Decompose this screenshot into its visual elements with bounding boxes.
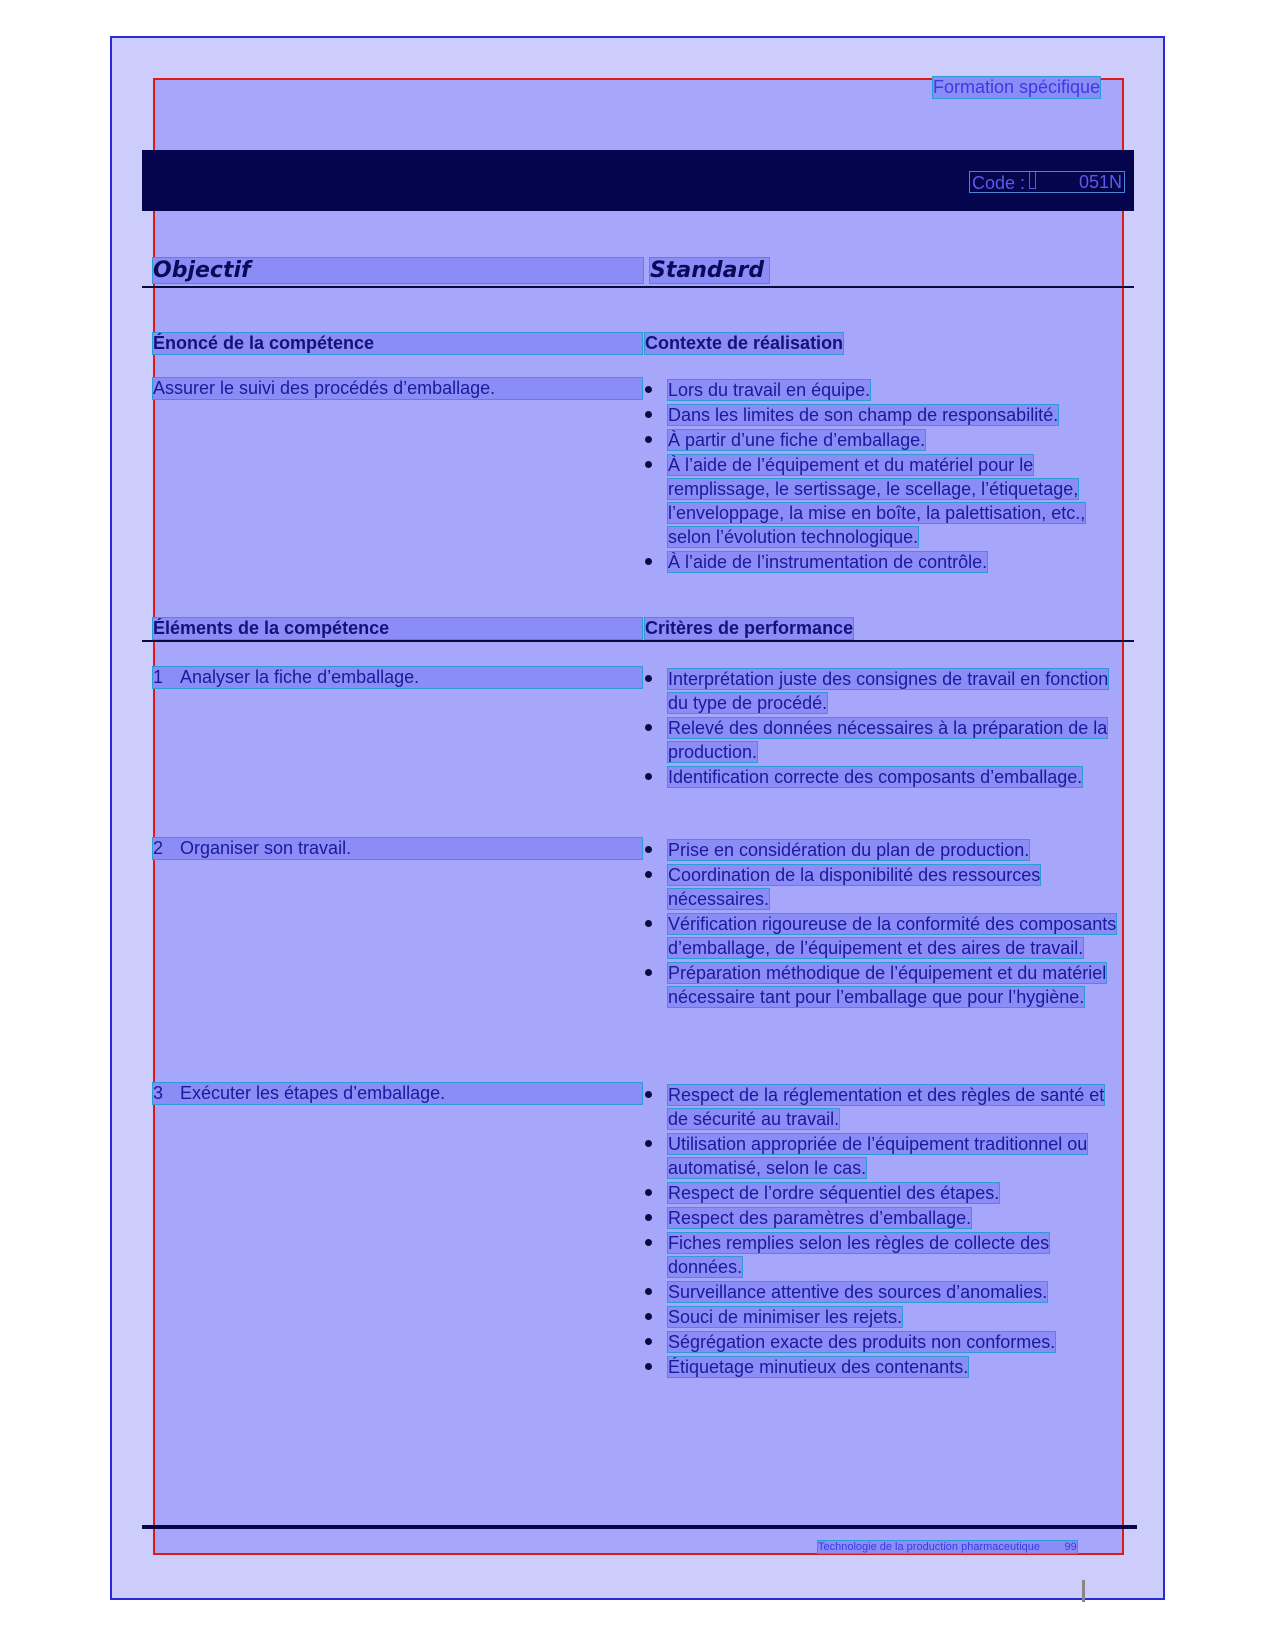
bullet-icon xyxy=(645,436,652,443)
element-number: 2 xyxy=(153,838,164,858)
elements-heading: Éléments de la compétence xyxy=(153,618,642,639)
element-2 xyxy=(153,838,642,859)
page-number: 99 xyxy=(1064,1541,1077,1553)
bullet-icon xyxy=(645,386,652,393)
section-label: Formation spécifique xyxy=(933,77,1101,97)
bullet-icon xyxy=(645,1091,652,1098)
context-list xyxy=(645,378,1120,575)
list-item: Étiquetage minutieux des contenants. xyxy=(645,1355,1120,1379)
code-field xyxy=(970,172,1124,192)
list-item: Lors du travail en équipe. xyxy=(645,378,1120,402)
bullet-icon xyxy=(645,846,652,853)
element-label: Organiser son travail. xyxy=(180,838,352,858)
standard-heading: Standard xyxy=(650,258,769,283)
code-separator-icon xyxy=(1029,171,1036,189)
bullet-icon xyxy=(645,411,652,418)
elements-rule xyxy=(142,640,1134,642)
code-label: Code : xyxy=(972,172,1026,193)
bullet-icon xyxy=(645,1338,652,1345)
code-value: 051N xyxy=(1078,171,1122,192)
bullet-icon xyxy=(645,675,652,682)
list-item: À l’aide de l’équipement et du matériel pour le remplissage, le sertissage, le scellage, l’étiquetage, l’enveloppage, la mise en boîte, la palettisation, etc., selon l’évolution technologique. xyxy=(645,453,1120,549)
list-item: Coordination de la disponibilité des ressources nécessaires. xyxy=(645,863,1120,911)
element-1 xyxy=(153,667,642,688)
footer xyxy=(818,1541,1077,1553)
statement-heading: Énoncé de la compétence xyxy=(153,333,642,354)
list-item: Utilisation appropriée de l’équipement traditionnel ou automatisé, selon le cas. xyxy=(645,1132,1120,1180)
list-item: Identification correcte des composants d’emballage. xyxy=(645,765,1120,789)
bullet-icon xyxy=(645,724,652,731)
list-item: Souci de minimiser les rejets. xyxy=(645,1305,1120,1329)
list-item: À partir d’une fiche d’emballage. xyxy=(645,428,1120,452)
criteria-list-2 xyxy=(645,838,1120,1010)
bullet-icon xyxy=(645,1189,652,1196)
list-item: Respect des paramètres d’emballage. xyxy=(645,1206,1120,1230)
list-item: Interprétation juste des consignes de travail en fonction du type de procédé. xyxy=(645,667,1120,715)
bullet-icon xyxy=(645,920,652,927)
footer-rule xyxy=(142,1525,1137,1529)
criteria-list-1 xyxy=(645,667,1120,790)
list-item: À l’aide de l’instrumentation de contrôle. xyxy=(645,550,1120,574)
list-item: Vérification rigoureuse de la conformité des composants d’emballage, de l’équipement et des aires de travail. xyxy=(645,912,1120,960)
bullet-icon xyxy=(645,1239,652,1246)
list-item: Prise en considération du plan de production. xyxy=(645,838,1120,862)
bullet-icon xyxy=(645,1313,652,1320)
bullet-icon xyxy=(645,1140,652,1147)
list-item: Ségrégation exacte des produits non conformes. xyxy=(645,1330,1120,1354)
element-number: 1 xyxy=(153,667,164,687)
list-item: Relevé des données nécessaires à la préparation de la production. xyxy=(645,716,1120,764)
list-item: Fiches remplies selon les règles de collecte des données. xyxy=(645,1231,1120,1279)
bullet-icon xyxy=(645,558,652,565)
bullet-icon xyxy=(645,773,652,780)
header-rule xyxy=(142,286,1134,288)
context-heading: Contexte de réalisation xyxy=(645,333,844,353)
bullet-icon xyxy=(645,461,652,468)
footer-title: Technologie de la production pharmaceutique xyxy=(818,1541,1040,1553)
list-item: Respect de l’ordre séquentiel des étapes. xyxy=(645,1181,1120,1205)
bullet-icon xyxy=(645,1363,652,1370)
list-item: Préparation méthodique de l’équipement et du matériel nécessaire tant pour l’emballage que pour l’hygiène. xyxy=(645,961,1120,1009)
criteria-list-3 xyxy=(645,1083,1120,1380)
element-label: Exécuter les étapes d’emballage. xyxy=(180,1083,446,1103)
objective-heading: Objectif xyxy=(153,258,643,283)
bullet-icon xyxy=(645,1214,652,1221)
element-number: 3 xyxy=(153,1083,164,1103)
bullet-icon xyxy=(645,871,652,878)
bullet-icon xyxy=(645,969,652,976)
element-3 xyxy=(153,1083,642,1104)
list-item: Respect de la réglementation et des règles de santé et de sécurité au travail. xyxy=(645,1083,1120,1131)
competency-statement: Assurer le suivi des procédés d’emballage. xyxy=(153,378,642,399)
element-label: Analyser la fiche d’emballage. xyxy=(180,667,420,687)
criteria-heading: Critères de performance xyxy=(645,618,854,638)
list-item: Dans les limites de son champ de responsabilité. xyxy=(645,403,1120,427)
bullet-icon xyxy=(645,1288,652,1295)
list-item: Surveillance attentive des sources d’anomalies. xyxy=(645,1280,1120,1304)
page-mark xyxy=(1082,1580,1085,1602)
